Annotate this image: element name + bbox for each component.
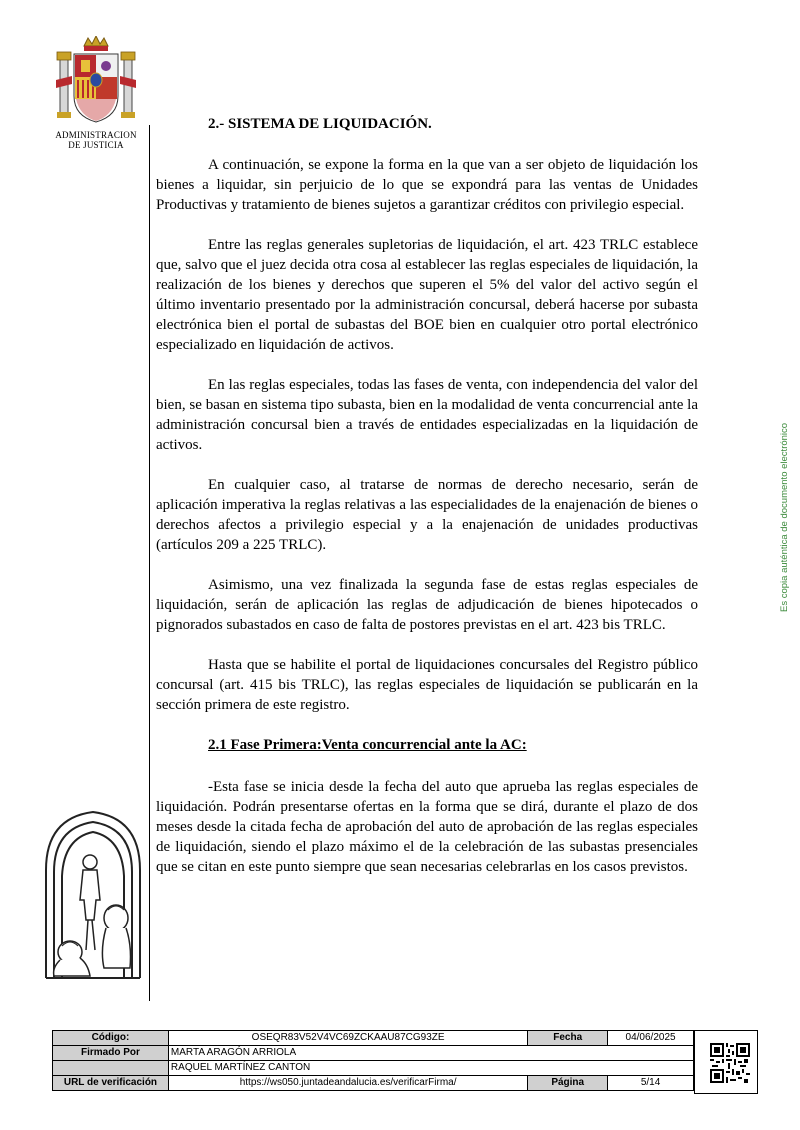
- codigo-value: OSEQR83V52V4VC69ZCKAAU87CG93ZE: [168, 1031, 527, 1046]
- fecha-label: Fecha: [528, 1031, 608, 1046]
- logo-caption-line1: ADMINISTRACION: [55, 130, 137, 140]
- document-body: [156, 114, 698, 877]
- qr-code-icon: [710, 1043, 750, 1083]
- junta-andalucia-emblem-icon: [40, 800, 146, 980]
- spain-coat-of-arms-icon: [54, 36, 138, 128]
- section-heading: 2.- SISTEMA DE LIQUIDACIÓN.: [208, 116, 432, 132]
- logo-caption-line2: DE JUSTICIA: [68, 140, 124, 150]
- pagina-label: Página: [528, 1076, 608, 1091]
- paragraph: -Esta fase se inicia desde la fecha del auto que aprueba las reglas especiales de liquidación. Podrán presentarse ofertas en la forma que se dirá, durante el plazo de dos meses desde la citada fecha de aprobación del auto de aprobación de las reglas especiales de liquidación, siendo el plazo máximo el de la celebración de las subastas presenciales que se citan en este punto siempre que sean necesarias celebrarlas en los casos previstos.: [156, 779, 698, 875]
- fecha-value: 04/06/2025: [608, 1031, 694, 1046]
- paragraph: Hasta que se habilite el portal de liquidaciones concursales del Registro público concursal (art. 415 bis TRLC), las reglas especiales de liquidación se publicarán en la sección primera de este registro.: [156, 657, 698, 713]
- pagina-value: 5/14: [608, 1076, 694, 1091]
- margin-divider: [149, 125, 150, 1001]
- paragraph: Entre las reglas generales supletorias de liquidación, el art. 423 TRLC establece que, salvo que el juez decida otra cosa al establecer las reglas especiales de liquidación, la realización de los bienes y derechos que superen el 5% del valor del activo según el último inventario presentado por la administración concursal, deberá hacerse por subasta electrónica bien el portal de subastas del BOE bien en cualquier otro portal electrónico especializado en liquidación de activos.: [156, 237, 698, 353]
- paragraph: En cualquier caso, al tratarse de normas de derecho necesario, serán de aplicación imperativa la reglas relativas a las especialidades de la enajenación de bienes o derechos afectos a privilegio especial y a la enajenación de unidades productivas (artículos 209 a 225 TRLC).: [156, 477, 698, 553]
- codigo-label: Código:: [53, 1031, 169, 1046]
- firmado-label-spacer: [53, 1061, 169, 1076]
- signature-table: [52, 1030, 694, 1091]
- paragraph: Asimismo, una vez finalizada la segunda fase de estas reglas especiales de liquidación, serán de aplicación las reglas de adjudicación de bienes hipotecados o pignorados subastados en caso de falta de postores previstas en el art. 423 bis TRLC.: [156, 577, 698, 633]
- authentic-copy-note: Es copia auténtica de documento electrónico: [779, 422, 790, 612]
- paragraph: A continuación, se expone la forma en la que van a ser objeto de liquidación los bienes a liquidar, sin perjuicio de lo que se expondrá para las ventas de Unidades Productivas y tratamiento de bienes sujetos a garantizar créditos con privilegio especial.: [156, 157, 698, 213]
- signer-1: MARTA ARAGÓN ARRIOLA: [168, 1046, 693, 1061]
- firmado-label: Firmado Por: [53, 1046, 169, 1061]
- logo-caption: [44, 130, 148, 150]
- url-label: URL de verificación: [53, 1076, 169, 1091]
- subsection-heading: 2.1 Fase Primera:Venta concurrencial ante la AC:: [208, 737, 527, 753]
- paragraph: En las reglas especiales, todas las fases de venta, con independencia del valor del bien, se basan en sistema tipo subasta, bien en la modalidad de venta concurrencial ante la administración concursal bien a través de entidades especializadas en la liquidación de activos.: [156, 377, 698, 453]
- signer-2: RAQUEL MARTÍNEZ CANTON: [168, 1061, 693, 1076]
- qr-code: [694, 1030, 758, 1094]
- andalucia-emblem: [40, 800, 146, 980]
- verification-url[interactable]: https://ws050.juntadeandalucia.es/verificarFirma/: [168, 1076, 527, 1091]
- justice-administration-logo: [44, 36, 148, 150]
